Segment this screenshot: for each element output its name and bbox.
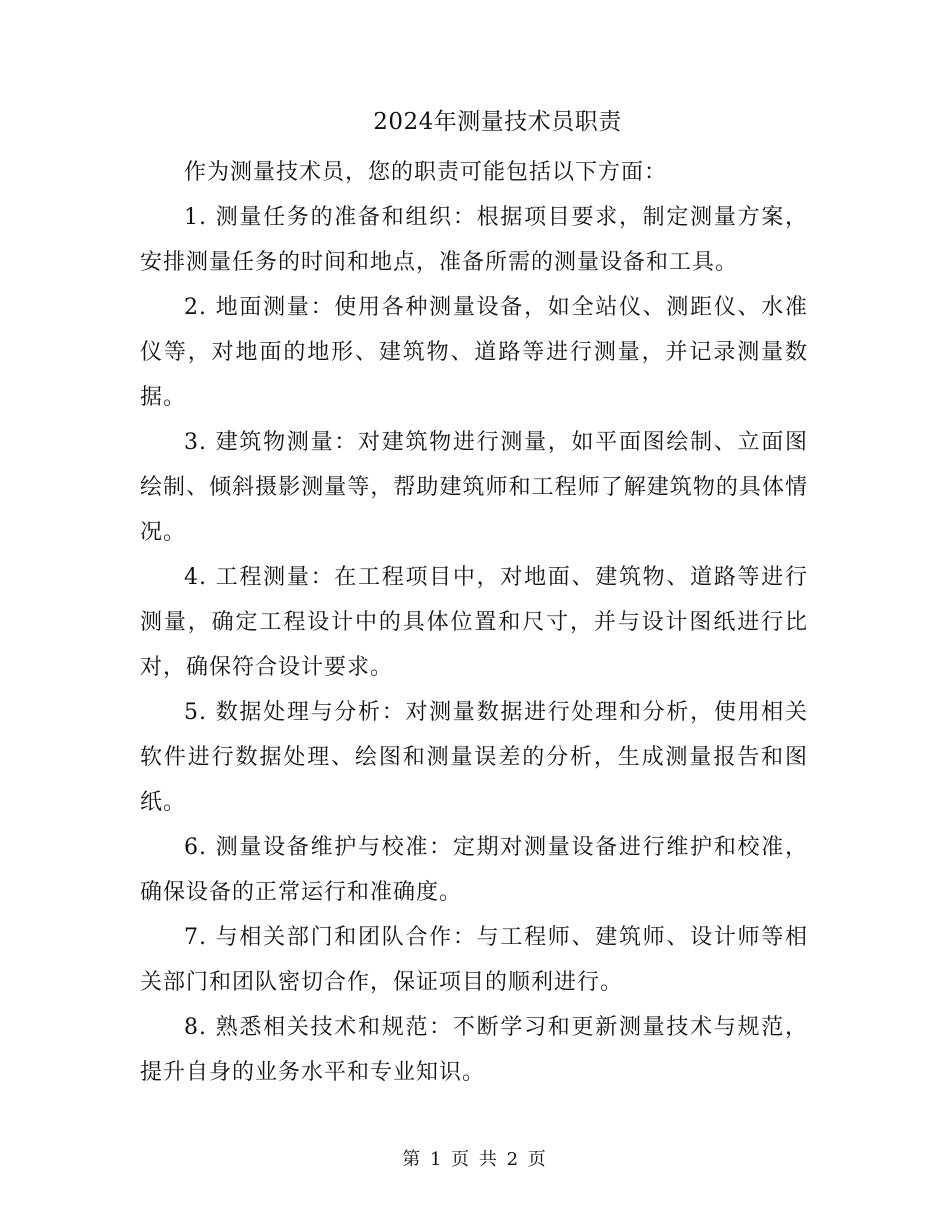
duty-item-6: 6. 测量设备维护与校准：定期对测量设备进行维护和校准，确保设备的正常运行和准确度。: [140, 835, 808, 905]
duty-item-2: 2. 地面测量：使用各种测量设备，如全站仪、测距仪、水准仪等，对地面的地形、建筑物、道路等进行测量，并记录测量数据。: [140, 295, 808, 410]
duty-item-5: 5. 数据处理与分析：对测量数据进行处理和分析，使用相关软件进行数据处理、绘图和测量误差的分析，生成测量报告和图纸。: [140, 700, 808, 815]
duty-item-3: 3. 建筑物测量：对建筑物进行测量，如平面图绘制、立面图绘制、倾斜摄影测量等，帮助建筑师和工程师了解建筑物的具体情况。: [140, 430, 808, 545]
duty-item-4: 4. 工程测量：在工程项目中，对地面、建筑物、道路等进行测量，确定工程设计中的具体位置和尺寸，并与设计图纸进行比对，确保符合设计要求。: [140, 565, 808, 680]
document-title: 2024年测量技术员职责: [373, 109, 622, 135]
duty-item-7: 7. 与相关部门和团队合作：与工程师、建筑师、设计师等相关部门和团队密切合作，保证项目的顺利进行。: [140, 925, 808, 995]
duty-item-1: 1. 测量任务的准备和组织：根据项目要求，制定测量方案，安排测量任务的时间和地点，准备所需的测量设备和工具。: [140, 205, 808, 275]
document-body: [140, 150, 808, 1095]
duty-item-8: 8. 熟悉相关技术和规范：不断学习和更新测量技术与规范，提升自身的业务水平和专业知识。: [140, 1015, 808, 1085]
intro-paragraph: 作为测量技术员，您的职责可能包括以下方面：: [184, 160, 668, 185]
page-footer: 第 1 页 共 2 页: [402, 1149, 548, 1170]
